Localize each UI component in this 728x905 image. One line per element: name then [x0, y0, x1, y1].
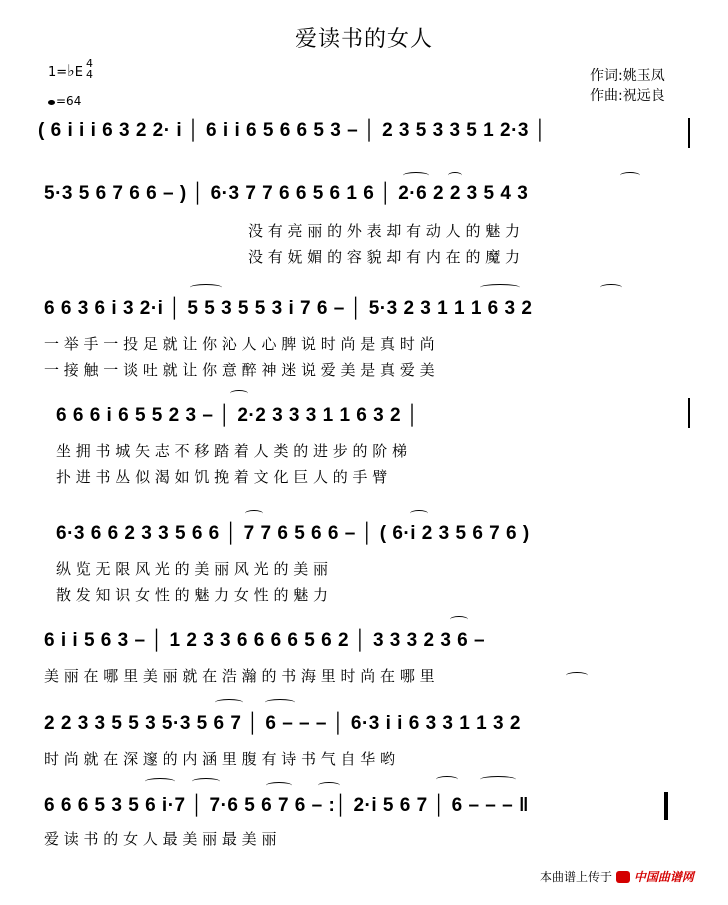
lyrics-row-7-verse-1: 时 尚 就 在 深 邃 的 内 涵 里 腹 有 诗 书 气 自 华 哟 — [44, 750, 396, 768]
score-row-8 — [0, 790, 728, 905]
flat-icon: ♭ — [67, 61, 75, 80]
notes-row-3: 6 6 3 6 i 3 2·i │ 5 5 3 5 5 3 i 7 6 – │ 5·3 2 3 1 1 1 6 3 2 — [44, 298, 533, 319]
slur — [436, 776, 458, 783]
end-barline — [688, 398, 690, 428]
lyrics-row-8-verse-1: 爱 读 书 的 女 人 最 美 丽 最 美 丽 — [44, 830, 277, 848]
tempo-marking — [48, 92, 81, 110]
slur — [410, 510, 428, 517]
slur — [190, 284, 222, 291]
time-signature — [86, 58, 93, 80]
notes-row-1: ( 6 i i i 6 3 2 2· i │ 6 i i 6 5 6 6 5 3 – │ 2 3 5 3 3 5 1 2·3 │ — [38, 120, 548, 141]
slur — [450, 616, 468, 623]
key-signature — [48, 57, 93, 108]
score-row-2 — [0, 178, 728, 293]
meter-top: 4 — [86, 57, 93, 70]
score-row-4 — [0, 400, 728, 515]
lyrics-row-3-verse-2: 一 接 触 一 谈 吐 就 让 你 意 醉 神 迷 说 爱 美 是 真 爱 美 — [44, 361, 435, 379]
slur — [266, 782, 292, 789]
slur — [480, 776, 516, 783]
slur — [318, 782, 340, 789]
site-logo-icon — [616, 871, 630, 883]
end-barline — [688, 118, 690, 148]
site-footer — [540, 868, 694, 885]
lyrics-row-5-verse-1: 纵 览 无 限 风 光 的 美 丽 风 光 的 美 丽 — [56, 560, 328, 578]
notes-row-4: 6 6 6 i 6 5 5 2 3 – │ 2·2 3 3 3 1 1 6 3 2 │ — [56, 405, 420, 426]
lyricist: 作词:姚玉凤 — [590, 68, 665, 84]
key-prefix: 1= — [48, 65, 68, 80]
slur — [215, 699, 243, 706]
tempo-value: =64 — [56, 94, 82, 108]
notes-row-2: 5·3 5 6 7 6 6 – ) │ 6·3 7 7 6 6 5 6 1 6 │ 2·6 2 2 3 5 4 3 — [44, 183, 529, 204]
slur — [448, 172, 462, 179]
slur — [480, 284, 520, 291]
lyrics-row-4-verse-2: 扑 进 书 丛 似 渴 如 饥 挽 着 文 化 巨 人 的 手 臂 — [56, 468, 388, 486]
score-row-5 — [0, 518, 728, 633]
slur — [566, 672, 588, 679]
quarter-note-icon — [48, 100, 55, 105]
lyrics-row-6-verse-1: 美 丽 在 哪 里 美 丽 就 在 浩 瀚 的 书 海 里 时 尚 在 哪 里 — [44, 667, 435, 685]
slur — [230, 390, 248, 397]
slur — [192, 778, 220, 785]
notes-row-6: 6 i i 5 6 3 – │ 1 2 3 3 6 6 6 6 5 6 2 │ 3 3 3 2 3 6 – — [44, 630, 486, 651]
composer: 作曲:祝远良 — [590, 88, 665, 104]
site-logo[interactable]: 中国曲谱网 — [633, 870, 694, 884]
notes-row-5: 6·3 6 6 2 3 3 5 6 6 │ 7 7 6 5 6 6 – │ ( 6·i 2 3 5 6 7 6 ) — [56, 523, 530, 544]
lyrics-row-4-verse-1: 坐 拥 书 城 矢 志 不 移 踏 着 人 类 的 进 步 的 阶 梯 — [56, 442, 408, 460]
slur — [245, 510, 263, 517]
credits — [590, 66, 665, 106]
song-title: 爱读书的女人 — [294, 27, 433, 52]
slur — [620, 172, 640, 179]
lyrics-row-3-verse-1: 一 举 手 一 投 足 就 让 你 沁 人 心 脾 说 时 尚 是 真 时 尚 — [44, 335, 435, 353]
lyrics-row-2-verse-1: 没 有 亮 丽 的 外 表 却 有 动 人 的 魅 力 — [248, 222, 520, 240]
lyrics-row-5-verse-2: 散 发 知 识 女 性 的 魅 力 女 性 的 魅 力 — [56, 586, 328, 604]
key-note: E — [74, 65, 83, 80]
score-row-3 — [0, 293, 728, 408]
notes-row-8: 6 6 6 5 3 5 6 i·7 │ 7·6 5 6 7 6 – :│ 2·i 5 6 7 │ 6 – – – ‖ — [44, 795, 529, 816]
notes-row-7: 2 2 3 3 5 5 3 5·3 5 6 7 │ 6 – – – │ 6·3 i i 6 3 3 1 1 3 2 — [44, 713, 521, 734]
slur — [265, 699, 295, 706]
slur — [145, 778, 175, 785]
final-barline — [664, 792, 668, 820]
slur — [600, 284, 622, 291]
meter-bottom: 4 — [86, 68, 93, 81]
slur — [403, 172, 429, 179]
lyrics-row-2-verse-2: 没 有 妩 媚 的 容 貌 却 有 内 在 的 魔 力 — [248, 248, 520, 266]
upload-notice: 本曲谱上传于 — [540, 870, 613, 884]
